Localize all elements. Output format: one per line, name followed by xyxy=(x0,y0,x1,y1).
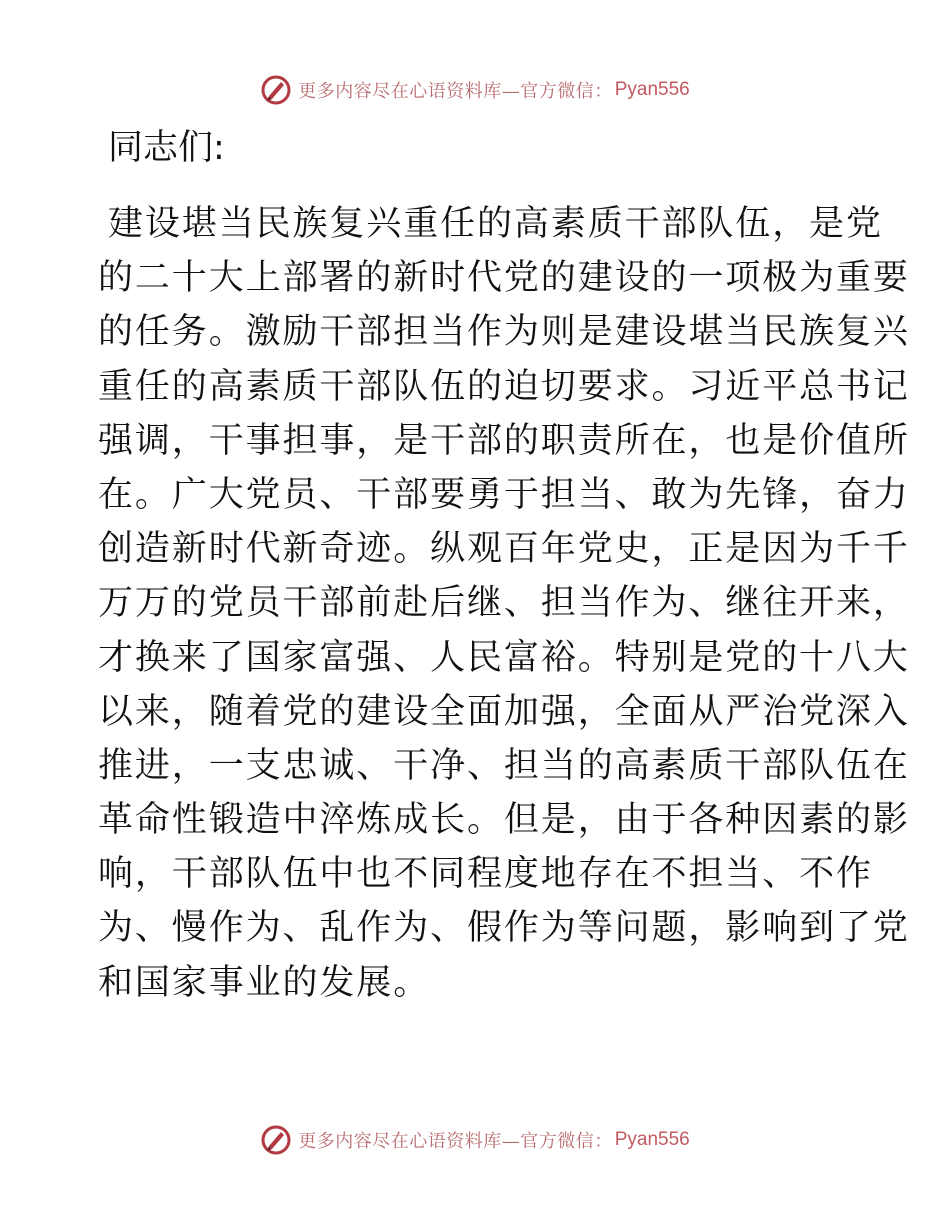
watermark-text: 更多内容尽在心语资料库—官方微信： xyxy=(298,81,613,102)
body-line: 才换来了国家富强、人民富裕。特别是党的十八大 xyxy=(98,637,910,678)
body-line: 和国家事业的发展。 xyxy=(98,962,431,1003)
body-line: 重任的高素质干部队伍的迫切要求。习近平总书记 xyxy=(98,366,910,407)
body-line: 响，干部队伍中也不同程度地存在不担当、不作 xyxy=(98,854,873,895)
body-line: 的任务。激励干部担当作为则是建设堪当民族复兴 xyxy=(98,312,910,353)
body-line: 建设堪当民族复兴重任的高素质干部队伍，是党 xyxy=(108,204,883,244)
body-line: 革命性锻造中淬炼成长。但是，由于各种因素的影 xyxy=(98,800,910,841)
body-paragraph xyxy=(98,197,910,1010)
pen-logo-icon xyxy=(260,74,292,106)
watermark-text: 更多内容尽在心语资料库—官方微信： xyxy=(298,1131,613,1152)
watermark-wechat-id: Pyan556 xyxy=(614,79,690,100)
body-line: 创造新时代新奇迹。纵观百年党史，正是因为千千 xyxy=(98,529,910,570)
salutation: 同志们: xyxy=(108,128,225,168)
watermark-wechat-id: Pyan556 xyxy=(614,1129,690,1150)
body-line: 推进，一支忠诚、干净、担当的高素质干部队伍在 xyxy=(98,745,910,786)
body-line: 以来，随着党的建设全面加强，全面从严治党深入 xyxy=(98,691,910,732)
body-line: 强调，干事担事，是干部的职责所在，也是价值所 xyxy=(98,420,910,461)
footer-watermark xyxy=(0,1120,950,1160)
pen-logo-icon xyxy=(260,1124,292,1156)
body-line: 在。广大党员、干部要勇于担当、敢为先锋，奋力 xyxy=(98,474,910,515)
body-line: 的二十大上部署的新时代党的建设的一项极为重要 xyxy=(98,258,910,299)
body-line: 万万的党员干部前赴后继、担当作为、继往开来， xyxy=(98,583,910,624)
header-watermark xyxy=(0,70,950,110)
body-line: 为、慢作为、乱作为、假作为等问题，影响到了党 xyxy=(98,908,910,949)
